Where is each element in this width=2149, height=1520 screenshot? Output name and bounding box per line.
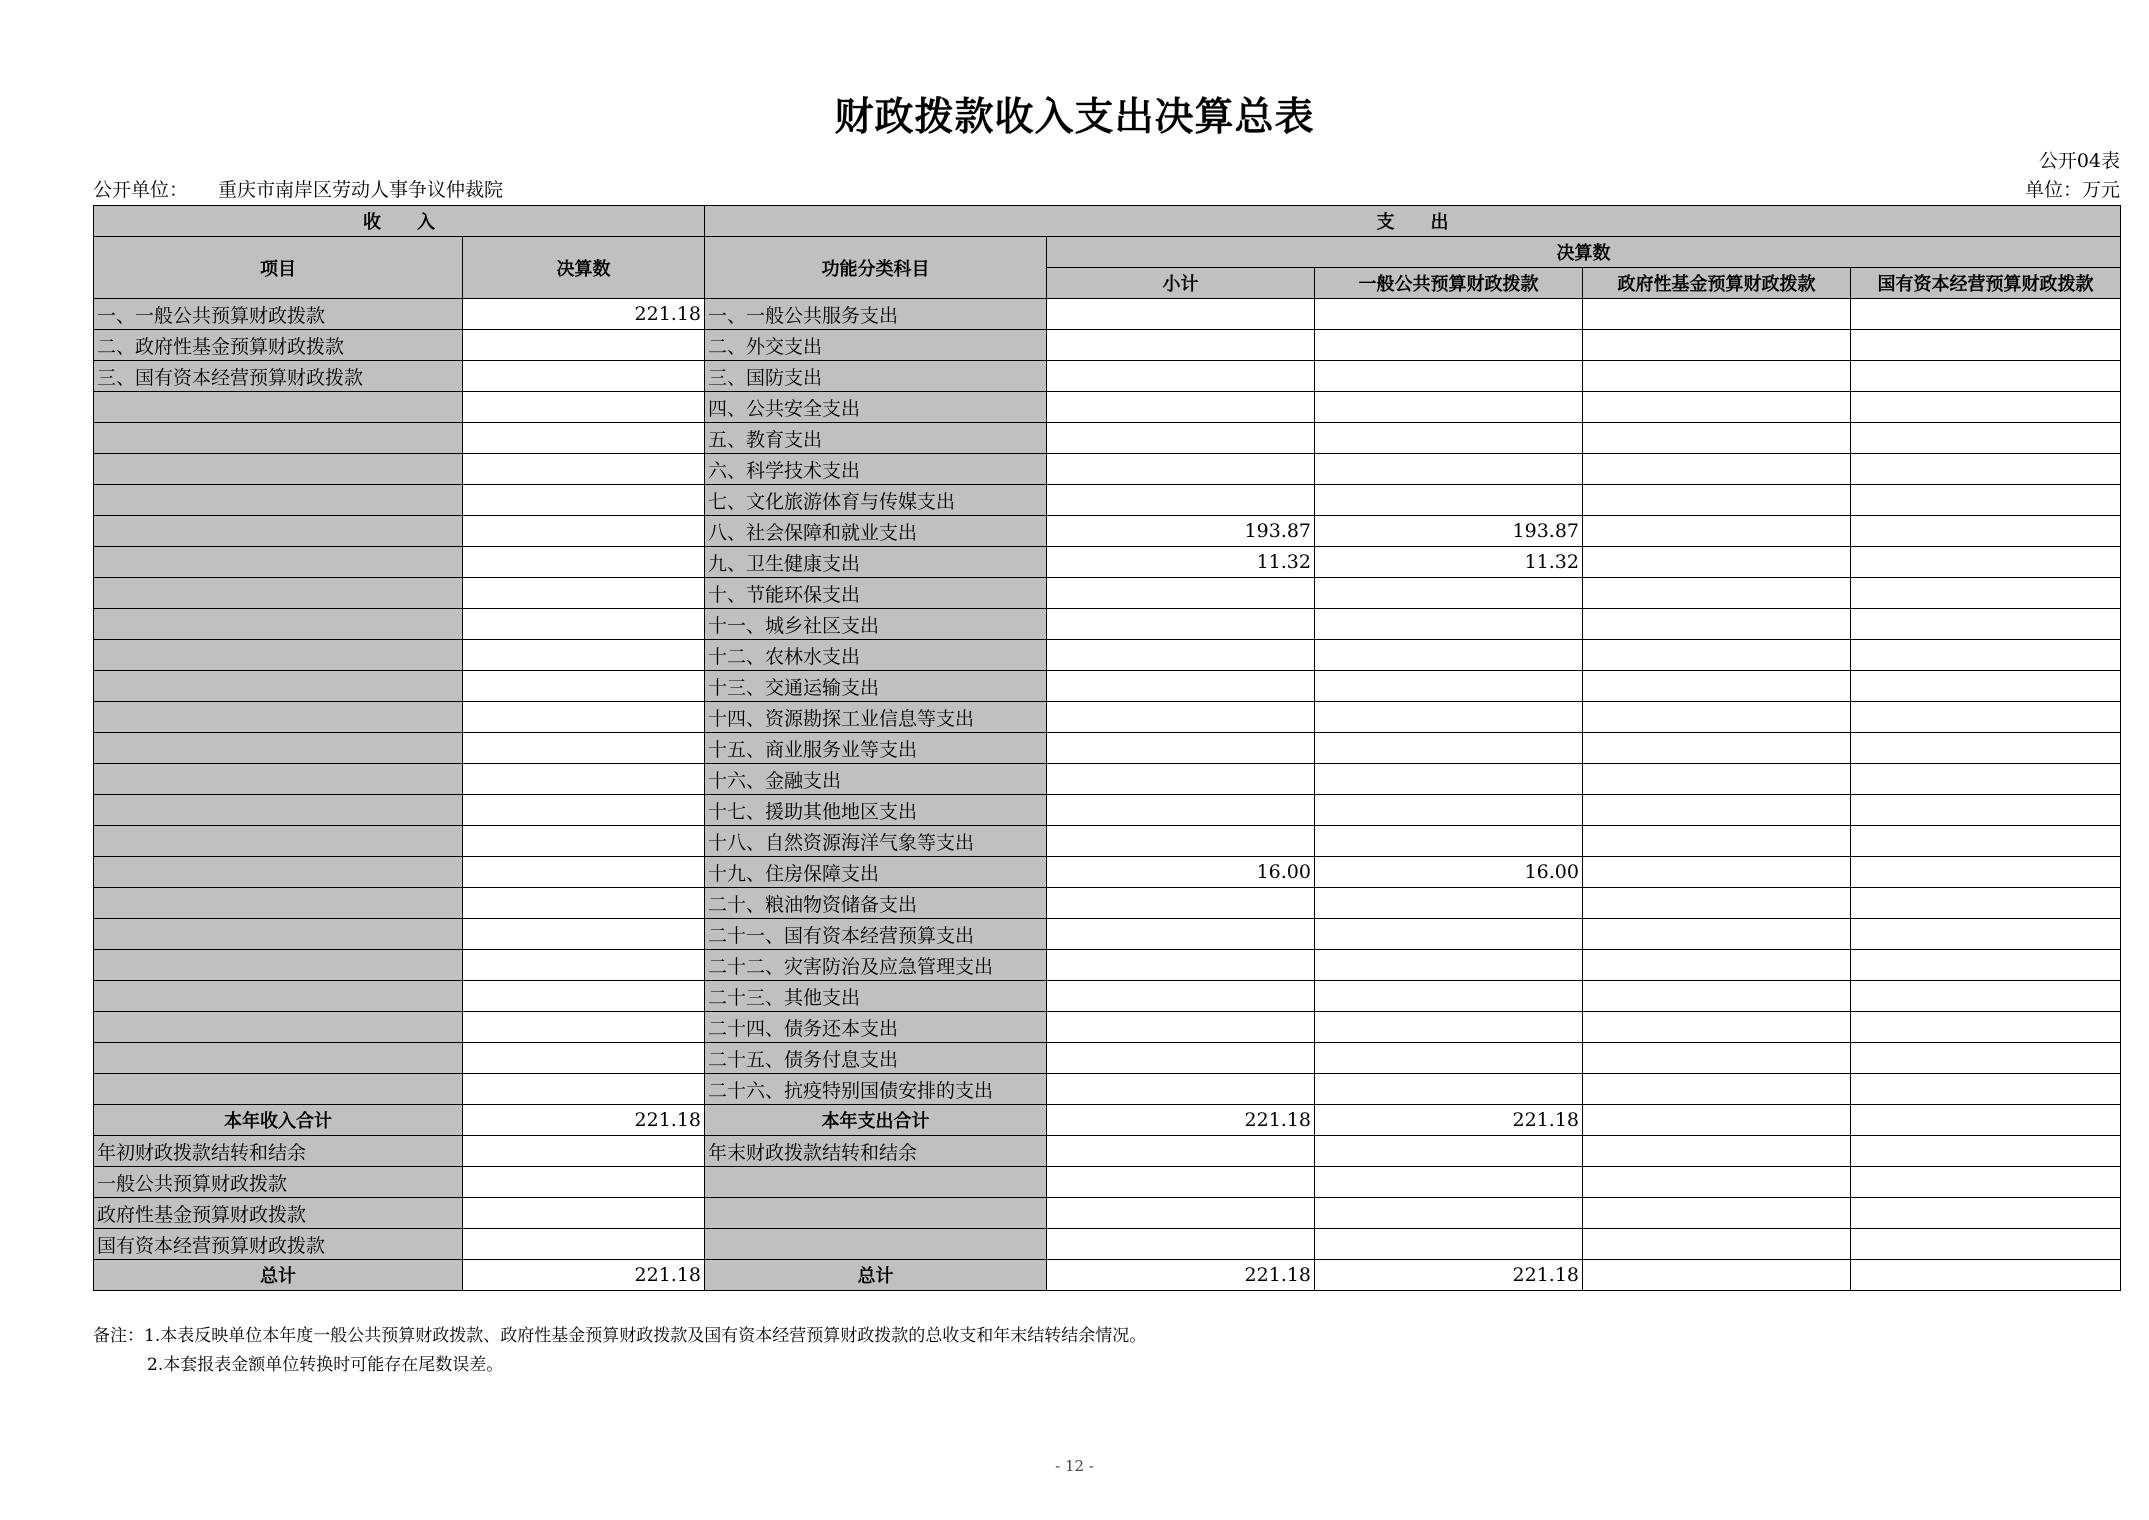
subtotal-cell [1047,702,1315,733]
state-capital-cell [1851,516,2121,547]
gov-fund-cell [1583,516,1851,547]
gov-fund-cell [1583,826,1851,857]
carryover-row [94,1198,2121,1229]
income-item-cell [94,888,463,919]
page-number: - 12 - [1055,1457,1094,1475]
income-item-cell [94,671,463,702]
income-item-cell [94,1012,463,1043]
expense-item-cell: 三、国防支出 [705,361,1047,392]
expense-item-cell: 六、科学技术支出 [705,454,1047,485]
income-item-cell [94,981,463,1012]
carryover-general [1315,1136,1583,1167]
table-row [94,547,2121,578]
general-cell [1315,485,1583,516]
general-cell [1315,733,1583,764]
subtotal-cell: 11.32 [1047,547,1315,578]
year-total-row-income-amount: 221.18 [463,1105,705,1136]
carryover-income-item: 年初财政拨款结转和结余 [94,1136,463,1167]
carryover-row [94,1136,2121,1167]
carryover-general [1315,1198,1583,1229]
income-amount-cell [463,950,705,981]
table-row [94,1074,2121,1105]
table-row [94,702,2121,733]
table-row [94,1043,2121,1074]
subtotal-cell [1047,1074,1315,1105]
expense-item-cell: 十、节能环保支出 [705,578,1047,609]
income-amount-cell [463,516,705,547]
general-cell [1315,640,1583,671]
general-cell: 16.00 [1315,857,1583,888]
income-item-cell: 三、国有资本经营预算财政拨款 [94,361,463,392]
year-total-row-general: 221.18 [1315,1105,1583,1136]
table-row [94,981,2121,1012]
gov-fund-cell [1583,361,1851,392]
gov-fund-cell [1583,299,1851,330]
income-item-cell: 一、一般公共预算财政拨款 [94,299,463,330]
income-item-cell [94,454,463,485]
income-item-cell [94,516,463,547]
table-row [94,671,2121,702]
state-capital-cell [1851,330,2121,361]
carryover-gov-fund [1583,1136,1851,1167]
amount-header: 决算数 [463,237,705,299]
income-amount-cell [463,423,705,454]
subtotal-cell [1047,485,1315,516]
subtotal-cell [1047,423,1315,454]
gov-fund-cell [1583,485,1851,516]
state-capital-cell [1851,392,2121,423]
expense-item-cell: 十五、商业服务业等支出 [705,733,1047,764]
carryover-expense-item [705,1229,1047,1260]
general-cell [1315,950,1583,981]
income-item-cell [94,1074,463,1105]
grand-total-row-state-capital [1851,1260,2121,1291]
expense-item-cell: 十八、自然资源海洋气象等支出 [705,826,1047,857]
item-header: 项目 [94,237,463,299]
state-capital-cell [1851,609,2121,640]
subtotal-cell [1047,919,1315,950]
unit-name: 重庆市南岸区劳动人事争议仲裁院 [218,179,504,201]
income-item-cell [94,919,463,950]
state-capital-cell [1851,671,2121,702]
table-row [94,640,2121,671]
state-capital-cell [1851,640,2121,671]
carryover-subtotal [1047,1167,1315,1198]
subtotal-cell [1047,888,1315,919]
table-row [94,609,2121,640]
subtotal-cell [1047,609,1315,640]
gov-fund-cell [1583,795,1851,826]
year-total-row-state-capital [1851,1105,2121,1136]
state-capital-cell [1851,423,2121,454]
carryover-income-amount [463,1229,705,1260]
expense-item-cell: 八、社会保障和就业支出 [705,516,1047,547]
general-cell [1315,981,1583,1012]
money-unit: 单位：万元 [2024,179,2120,201]
income-amount-cell [463,454,705,485]
carryover-gov-fund [1583,1167,1851,1198]
gov-fund-cell [1583,888,1851,919]
gov-fund-cell [1583,919,1851,950]
general-cell [1315,919,1583,950]
expense-header: 支 出 [705,206,2121,237]
expense-item-cell: 四、公共安全支出 [705,392,1047,423]
year-total-row-gov-fund [1583,1105,1851,1136]
income-amount-cell [463,826,705,857]
income-amount-cell [463,485,705,516]
state-capital-cell [1851,454,2121,485]
carryover-income-amount [463,1136,705,1167]
carryover-subtotal [1047,1229,1315,1260]
general-cell [1315,764,1583,795]
year-total-row-expense-label: 本年支出合计 [705,1105,1047,1136]
carryover-income-amount [463,1167,705,1198]
grand-total-row-subtotal: 221.18 [1047,1260,1315,1291]
expense-item-cell: 十二、农林水支出 [705,640,1047,671]
general-cell [1315,702,1583,733]
general-header: 一般公共预算财政拨款 [1315,268,1583,299]
gov-fund-cell [1583,764,1851,795]
income-item-cell [94,764,463,795]
income-amount-cell [463,702,705,733]
carryover-income-item: 一般公共预算财政拨款 [94,1167,463,1198]
table-row [94,919,2121,950]
subtotal-cell [1047,1043,1315,1074]
table-row [94,826,2121,857]
gov-fund-cell [1583,671,1851,702]
state-capital-cell [1851,578,2121,609]
income-amount-cell [463,795,705,826]
expense-item-cell: 十四、资源勘探工业信息等支出 [705,702,1047,733]
state-capital-cell [1851,857,2121,888]
income-item-cell [94,795,463,826]
state-capital-cell [1851,1012,2121,1043]
year-total-row-income-label: 本年收入合计 [94,1105,463,1136]
subtotal-cell [1047,361,1315,392]
expense-item-cell: 十三、交通运输支出 [705,671,1047,702]
carryover-subtotal [1047,1198,1315,1229]
grand-total-row-general: 221.18 [1315,1260,1583,1291]
reporting-unit [93,175,503,202]
expense-item-cell: 五、教育支出 [705,423,1047,454]
carryover-gov-fund [1583,1198,1851,1229]
subtotal-cell [1047,795,1315,826]
income-amount-cell [463,361,705,392]
income-item-cell [94,857,463,888]
carryover-row [94,1167,2121,1198]
subtotal-cell [1047,671,1315,702]
state-capital-cell [1851,950,2121,981]
general-cell: 11.32 [1315,547,1583,578]
carryover-row [94,1229,2121,1260]
grand-total-row-income-amount: 221.18 [463,1260,705,1291]
gov-fund-cell [1583,547,1851,578]
expense-item-cell: 十六、金融支出 [705,764,1047,795]
general-cell [1315,578,1583,609]
carryover-state-capital [1851,1167,2121,1198]
general-cell [1315,1043,1583,1074]
expense-item-cell: 一、一般公共服务支出 [705,299,1047,330]
table-row [94,795,2121,826]
subtotal-cell: 16.00 [1047,857,1315,888]
expense-item-cell: 二、外交支出 [705,330,1047,361]
general-cell [1315,330,1583,361]
gov-fund-cell [1583,733,1851,764]
subtotal-cell [1047,733,1315,764]
gov-fund-cell [1583,950,1851,981]
income-amount-cell [463,888,705,919]
income-item-cell [94,640,463,671]
state-capital-cell [1851,888,2121,919]
note-2: 2.本套报表金额单位转换时可能存在尾数误差。 [147,1355,504,1375]
subtotal-cell: 193.87 [1047,516,1315,547]
expense-item-cell: 十一、城乡社区支出 [705,609,1047,640]
state-capital-cell [1851,299,2121,330]
table-row [94,299,2121,330]
carryover-income-item: 政府性基金预算财政拨款 [94,1198,463,1229]
income-amount-cell [463,981,705,1012]
income-amount-cell [463,640,705,671]
gov-fund-cell [1583,423,1851,454]
expense-item-cell: 二十二、灾害防治及应急管理支出 [705,950,1047,981]
income-item-cell [94,1043,463,1074]
state-capital-cell [1851,826,2121,857]
income-item-cell [94,950,463,981]
table-row [94,578,2121,609]
carryover-general [1315,1229,1583,1260]
carryover-subtotal [1047,1136,1315,1167]
income-amount-cell [463,392,705,423]
page-title: 财政拨款收入支出决算总表 [834,95,1315,140]
subtotal-cell [1047,578,1315,609]
state-capital-cell [1851,795,2121,826]
gov-fund-cell [1583,392,1851,423]
table-row [94,1012,2121,1043]
subtotal-cell [1047,981,1315,1012]
gov-fund-cell [1583,857,1851,888]
income-amount-cell [463,919,705,950]
income-item-cell [94,392,463,423]
gov-fund-cell [1583,578,1851,609]
table-row [94,330,2121,361]
income-amount-cell [463,547,705,578]
general-cell [1315,888,1583,919]
general-cell [1315,795,1583,826]
carryover-income-amount [463,1198,705,1229]
general-cell [1315,826,1583,857]
expense-item-cell: 二十四、债务还本支出 [705,1012,1047,1043]
income-amount-cell: 221.18 [463,299,705,330]
note-1: 备注：1.本表反映单位本年度一般公共预算财政拨款、政府性基金预算财政拨款及国有资本经营预算财政拨款的总收支和年末结转结余情况。 [93,1326,1147,1346]
table-row [94,454,2121,485]
gov-fund-cell [1583,1043,1851,1074]
unit-label: 公开单位： [93,179,189,201]
income-item-cell [94,826,463,857]
expense-item-cell: 九、卫生健康支出 [705,547,1047,578]
income-item-cell [94,547,463,578]
carryover-state-capital [1851,1136,2121,1167]
general-cell [1315,361,1583,392]
income-item-cell [94,702,463,733]
table-row [94,423,2121,454]
carryover-expense-item: 年末财政拨款结转和结余 [705,1136,1047,1167]
carryover-general [1315,1167,1583,1198]
carryover-state-capital [1851,1229,2121,1260]
gov-fund-cell [1583,702,1851,733]
carryover-state-capital [1851,1198,2121,1229]
grand-total-row-income-label: 总计 [94,1260,463,1291]
table-row [94,950,2121,981]
state-capital-cell [1851,485,2121,516]
table-row [94,857,2121,888]
subtotal-cell [1047,392,1315,423]
carryover-expense-item [705,1198,1047,1229]
general-cell [1315,454,1583,485]
func-class-header: 功能分类科目 [705,237,1047,299]
expense-item-cell: 七、文化旅游体育与传媒支出 [705,485,1047,516]
subtotal-header: 小计 [1047,268,1315,299]
subtotal-cell [1047,1012,1315,1043]
notes [93,1322,1146,1380]
year-total-row [94,1105,2121,1136]
general-cell [1315,1074,1583,1105]
general-cell [1315,671,1583,702]
gov-fund-cell [1583,330,1851,361]
general-cell [1315,609,1583,640]
gov-fund-cell [1583,609,1851,640]
state-capital-cell [1851,702,2121,733]
table-row [94,361,2121,392]
gov-fund-header: 政府性基金预算财政拨款 [1583,268,1851,299]
income-amount-cell [463,764,705,795]
income-amount-cell [463,578,705,609]
income-amount-cell [463,1043,705,1074]
general-cell [1315,392,1583,423]
expense-item-cell: 十七、援助其他地区支出 [705,795,1047,826]
income-item-cell [94,485,463,516]
subtotal-cell [1047,330,1315,361]
expense-item-cell: 二十五、债务付息支出 [705,1043,1047,1074]
year-total-row-subtotal: 221.18 [1047,1105,1315,1136]
carryover-gov-fund [1583,1229,1851,1260]
income-amount-cell [463,1074,705,1105]
table-row [94,392,2121,423]
income-item-cell [94,423,463,454]
expense-item-cell: 二十六、抗疫特别国债安排的支出 [705,1074,1047,1105]
subtotal-cell [1047,640,1315,671]
carryover-expense-item [705,1167,1047,1198]
subtotal-cell [1047,950,1315,981]
table-row [94,516,2121,547]
general-cell: 193.87 [1315,516,1583,547]
income-amount-cell [463,330,705,361]
table-row [94,888,2121,919]
income-item-cell: 二、政府性基金预算财政拨款 [94,330,463,361]
final-amount-header: 决算数 [1047,237,2121,268]
grand-total-row-expense-label: 总计 [705,1260,1047,1291]
state-capital-cell [1851,547,2121,578]
gov-fund-cell [1583,1074,1851,1105]
subtotal-cell [1047,764,1315,795]
general-cell [1315,299,1583,330]
income-item-cell [94,609,463,640]
subtotal-cell [1047,454,1315,485]
state-capital-cell [1851,1043,2121,1074]
gov-fund-cell [1583,640,1851,671]
gov-fund-cell [1583,981,1851,1012]
carryover-income-item: 国有资本经营预算财政拨款 [94,1229,463,1260]
subtotal-cell [1047,299,1315,330]
state-capital-cell [1851,981,2121,1012]
state-capital-cell [1851,764,2121,795]
grand-total-row [94,1260,2121,1291]
income-amount-cell [463,609,705,640]
form-code: 公开04表 [2038,150,2120,172]
state-capital-cell [1851,733,2121,764]
expense-item-cell: 十九、住房保障支出 [705,857,1047,888]
income-item-cell [94,733,463,764]
fiscal-summary-table [93,205,2121,1291]
general-cell [1315,423,1583,454]
grand-total-row-gov-fund [1583,1260,1851,1291]
expense-item-cell: 二十一、国有资本经营预算支出 [705,919,1047,950]
income-amount-cell [463,857,705,888]
gov-fund-cell [1583,454,1851,485]
state-capital-header: 国有资本经营预算财政拨款 [1851,268,2121,299]
table-row [94,733,2121,764]
table-row [94,764,2121,795]
income-amount-cell [463,1012,705,1043]
subtotal-cell [1047,826,1315,857]
income-amount-cell [463,671,705,702]
expense-item-cell: 二十三、其他支出 [705,981,1047,1012]
state-capital-cell [1851,1074,2121,1105]
state-capital-cell [1851,919,2121,950]
income-header: 收 入 [94,206,705,237]
table-row [94,485,2121,516]
expense-item-cell: 二十、粮油物资储备支出 [705,888,1047,919]
income-amount-cell [463,733,705,764]
general-cell [1315,1012,1583,1043]
state-capital-cell [1851,361,2121,392]
gov-fund-cell [1583,1012,1851,1043]
income-item-cell [94,578,463,609]
